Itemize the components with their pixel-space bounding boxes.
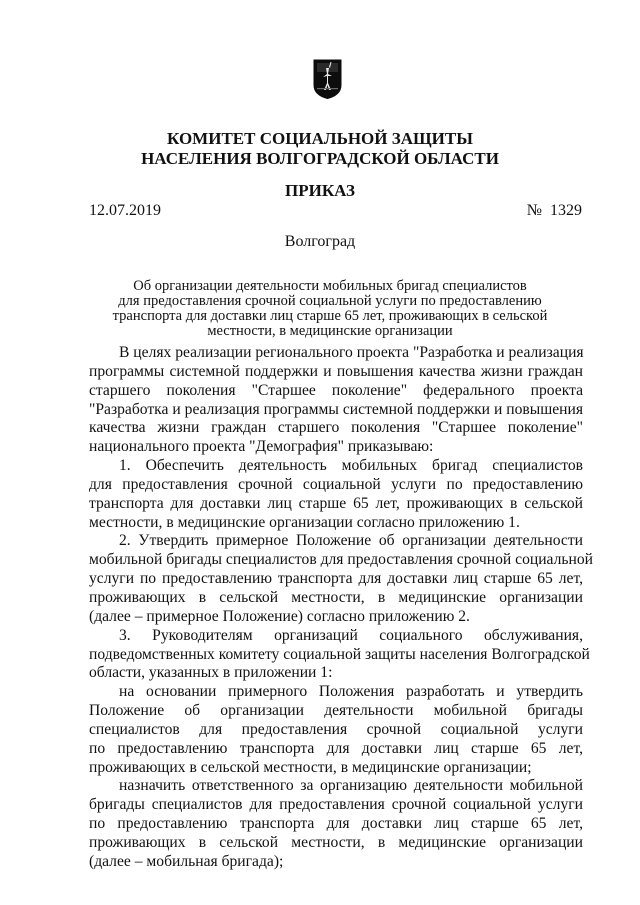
- body-line: (далее – мобильная бригада);: [89, 852, 284, 870]
- subject-line: транспорта для доставки лиц старше 65 лет, проживающих в сельской: [112, 308, 548, 324]
- committee-name-line2: НАСЕЛЕНИЯ ВОЛГОГРАДСКОЙ ОБЛАСТИ: [141, 149, 499, 168]
- subject-line: для предоставления срочной социальной услуги по предоставлению: [118, 293, 542, 309]
- body-line: В целях реализации регионального проекта "Разработка и реализация: [119, 344, 584, 361]
- body-line: 2. Утвердить примерное Положение об организации деятельности: [119, 532, 583, 550]
- subject-line: Об организации деятельности мобильных бригад специалистов: [133, 278, 527, 294]
- body-line: программы системной поддержки и повышения качества жизни граждан: [89, 362, 583, 380]
- body-line: проживающих в сельской местности, в медицинские организации: [89, 833, 583, 851]
- body-line: услуги по предоставлению транспорта для доставки лиц старше 65 лет,: [89, 570, 583, 588]
- order-date: 12.07.2019: [89, 202, 161, 219]
- body-line: мобильной бригады специалистов для предоставления срочной социальной: [89, 551, 593, 569]
- body-line: (далее – примерное Положение) согласно приложению 2.: [89, 607, 470, 625]
- body-line: транспорта для доставки лиц старше 65 лет, проживающих в сельской: [89, 494, 583, 512]
- body-line: назначить ответственного за организацию деятельности мобильной: [119, 777, 583, 795]
- body-line: по предоставлению транспорта для доставки лиц старше 65 лет,: [89, 815, 583, 833]
- body-line: национального проекта "Демография" приказываю:: [89, 438, 434, 456]
- order-body: [89, 344, 593, 872]
- body-line: "Разработка и реализация программы системной поддержки и повышения: [89, 400, 583, 418]
- body-line: подведомственных комитету социальной защиты населения Волгоградской: [89, 645, 590, 663]
- body-line: по предоставлению транспорта для доставки лиц старше 65 лет,: [89, 739, 583, 757]
- subject-line: местности, в медицинские организации: [207, 323, 453, 339]
- committee-name-line1: КОМИТЕТ СОЦИАЛЬНОЙ ЗАЩИТЫ: [167, 129, 473, 148]
- body-line: старшего поколения "Старшее поколение" федерального проекта: [89, 381, 583, 399]
- order-number: № 1329: [526, 202, 582, 219]
- body-line: 1. Обеспечить деятельность мобильных бригад специалистов: [119, 457, 583, 475]
- body-line: проживающих в сельской местности, в медицинские организации: [89, 588, 583, 606]
- body-line: качества жизни граждан старшего поколения "Старшее поколение": [89, 419, 583, 437]
- document-type: ПРИКАЗ: [285, 181, 355, 200]
- body-line: бригады специалистов для предоставления срочной социальной услуги: [89, 796, 583, 814]
- body-line: Положение об организации деятельности мобильной бригады: [89, 702, 583, 720]
- body-line: для предоставления срочной социальной услуги по предоставлению: [89, 475, 583, 493]
- body-line: 3. Руководителям организаций социального обслуживания,: [119, 626, 583, 644]
- body-line: специалистов для предоставления срочной социальной услуги: [89, 720, 583, 738]
- body-line: местности, в медицинские организации согласно приложению 1.: [89, 513, 520, 531]
- body-line: области, указанных в приложении 1:: [89, 664, 333, 682]
- body-line: на основании примерного Положения разработать и утвердить: [119, 683, 583, 701]
- order-subject: [95, 279, 565, 339]
- city: Волгоград: [284, 233, 356, 250]
- volgograd-coat-of-arms-icon: [313, 59, 342, 99]
- body-line: проживающих в сельской местности, в медицинские организации;: [89, 758, 532, 776]
